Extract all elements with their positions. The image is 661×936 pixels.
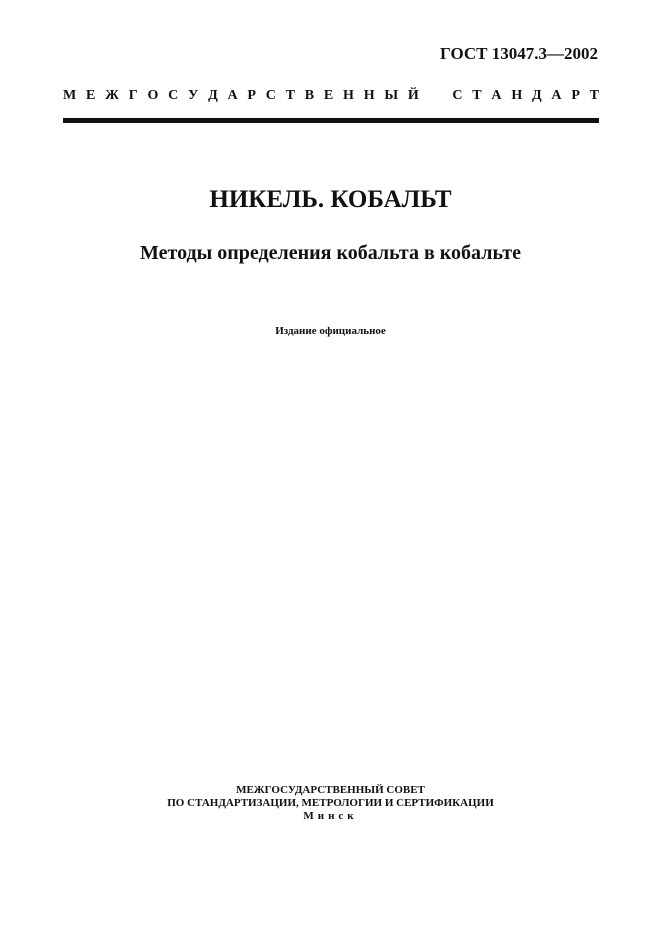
publisher-city: Минск — [303, 810, 358, 822]
standard-label-letter: Е — [323, 88, 334, 103]
standard-label-letter: А — [491, 88, 502, 103]
standard-label-letter: У — [188, 88, 199, 103]
standard-label-letter: Й — [407, 88, 419, 103]
standard-label-letter: Д — [208, 88, 218, 103]
subtitle: Методы определения кобальта в кобальте — [140, 242, 521, 264]
standard-label-letter: А — [551, 88, 562, 103]
publisher-block — [0, 784, 661, 823]
standard-label-letter: Ы — [384, 88, 399, 103]
standard-label-letter: В — [304, 88, 315, 103]
standard-label-gap — [429, 88, 443, 108]
header-rule — [63, 118, 599, 123]
standard-label-letter: Г — [128, 88, 138, 103]
standard-label-letter: М — [63, 88, 77, 103]
standard-label-letter: Н — [343, 88, 354, 103]
standard-label-letter: Т — [285, 88, 296, 103]
standard-label-letter: Н — [363, 88, 375, 103]
publisher-line-2: ПО СТАНДАРТИЗАЦИИ, МЕТРОЛОГИИ И СЕРТИФИКАЦИИ — [167, 797, 494, 809]
standard-label-letter: С — [452, 88, 463, 103]
main-title: НИКЕЛЬ. КОБАЛЬТ — [209, 186, 452, 213]
standard-label-letter: Д — [531, 88, 542, 103]
standard-type-label — [63, 88, 599, 108]
standard-label-letter: Н — [511, 88, 523, 103]
edition-note: Издание официальное — [275, 325, 386, 337]
standard-label-letter: О — [147, 88, 159, 103]
standard-label-letter: Р — [571, 88, 580, 103]
standard-label-letter: Т — [589, 88, 599, 103]
standard-label-letter: Ж — [105, 88, 119, 103]
document-code: ГОСТ 13047.3—2002 — [440, 44, 598, 63]
publisher-line-1: МЕЖГОСУДАРСТВЕННЫЙ СОВЕТ — [236, 784, 425, 796]
standard-label-letter: Р — [247, 88, 256, 103]
standard-label-letter: Е — [86, 88, 96, 103]
standard-label-letter: Т — [472, 88, 482, 103]
standard-label-letter: С — [265, 88, 276, 103]
standard-label-letter: А — [227, 88, 238, 103]
standard-label-letter: С — [168, 88, 179, 103]
